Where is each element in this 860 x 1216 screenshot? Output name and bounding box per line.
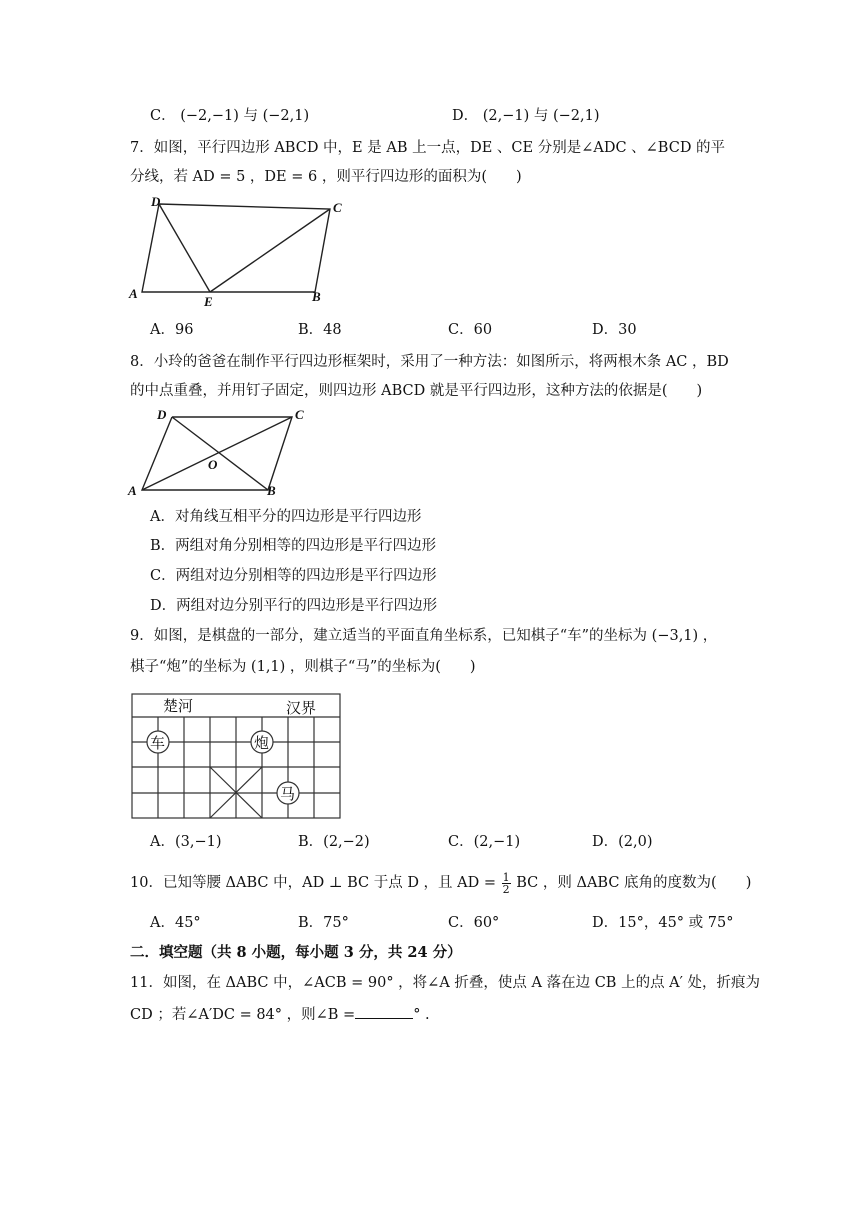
q8-option-b — [150, 536, 436, 556]
option-label: D． — [592, 322, 619, 338]
option-text: 96 — [174, 322, 194, 338]
option-label: B． — [150, 538, 176, 554]
q8-label-d: D — [157, 407, 167, 422]
option-text: (2,−2) — [323, 834, 370, 850]
q10-fraction-half — [502, 872, 511, 895]
option-text: 15°，45° 或 75° — [618, 915, 734, 931]
q7-segment-de — [159, 204, 210, 292]
q8-option-c — [150, 566, 437, 586]
q8-label-a: A — [128, 483, 137, 498]
option-label: A． — [150, 834, 175, 850]
q10-option-c — [448, 913, 499, 933]
option-label: C． — [150, 568, 176, 584]
q9-chessboard-figure — [128, 690, 344, 822]
option-text: (2,−1) 与 (−2,1) — [482, 108, 600, 124]
section-2-title: 二．填空题（共 8 小题，每小题 3 分，共 24 分） — [130, 944, 462, 961]
q7-label-e: E — [204, 294, 213, 309]
option-label: D． — [592, 834, 619, 850]
q10-option-b — [298, 913, 349, 933]
option-text: 两组对边分别平行的四边形是平行四边形 — [176, 598, 438, 614]
q6-option-c — [150, 106, 309, 126]
q9-piece-ma-label: 马 — [280, 785, 296, 803]
q7-label-d: D — [151, 195, 161, 209]
q9-option-c — [448, 832, 520, 852]
option-label: C． — [448, 915, 474, 931]
q10-frac-num: 1 — [502, 870, 510, 884]
q11-stem-line2 — [130, 1004, 430, 1025]
option-label: B． — [298, 834, 324, 850]
option-text: 45° — [174, 915, 201, 931]
q10-option-d — [592, 913, 733, 933]
q11-stem-line2-a: CD ；若∠A′DC = 84° ，则∠B = — [130, 1007, 356, 1023]
q7-stem-line2: 分线，若 AD = 5 ，DE = 6 ，则平行四边形的面积为( ) — [130, 169, 522, 185]
q10-stem-a: 10．已知等腰 ΔABC 中，AD ⊥ BC 于点 D ，且 AD = — [130, 875, 497, 891]
q7-option-b — [298, 320, 342, 340]
option-text: 48 — [323, 322, 342, 338]
q9-stem-line2: 棋子“炮”的坐标为 (1,1) ，则棋子“马”的坐标为( ) — [130, 659, 476, 675]
q8-diagonal-ac — [142, 417, 292, 490]
q11-answer-blank[interactable] — [355, 1004, 413, 1019]
option-label: B． — [298, 915, 324, 931]
option-text: 30 — [618, 322, 637, 338]
q8-option-d — [150, 596, 437, 616]
q8-label-c: C — [295, 407, 304, 422]
option-text: 对角线互相平分的四边形是平行四边形 — [174, 509, 422, 525]
option-label: C． — [150, 108, 176, 124]
q7-segment-ce — [210, 209, 330, 292]
option-label: D． — [592, 915, 619, 931]
q9-option-d — [592, 832, 653, 852]
option-label: D． — [452, 108, 479, 124]
q6-option-d — [452, 106, 600, 126]
q10-stem-b: BC ，则 ΔABC 底角的度数为( ) — [516, 875, 752, 891]
option-label: B． — [298, 322, 324, 338]
option-label: C． — [448, 834, 474, 850]
option-text: 60° — [473, 915, 500, 931]
q9-option-b — [298, 832, 370, 852]
option-text: (−2,−1) 与 (−2,1) — [180, 108, 310, 124]
q7-label-c: C — [333, 200, 342, 215]
q7-edge-abcd — [142, 204, 330, 292]
q7-label-b: B — [312, 289, 321, 304]
q8-diagonal-bd — [172, 417, 268, 490]
q7-option-c — [448, 320, 492, 340]
option-label: C． — [448, 322, 474, 338]
q7-option-d — [592, 320, 637, 340]
option-text: 75° — [323, 915, 349, 931]
option-label: A． — [150, 322, 175, 338]
option-text: (2,0) — [618, 834, 653, 850]
q9-option-a — [150, 832, 222, 852]
option-text: (3,−1) — [174, 834, 222, 850]
option-text: 两组对边分别相等的四边形是平行四边形 — [175, 568, 437, 584]
option-label: D． — [150, 598, 177, 614]
q9-river-right: 汉界 — [286, 699, 317, 717]
q9-river-left: 楚河 — [163, 697, 194, 715]
q8-stem-line1: 8．小玲的爸爸在制作平行四边形框架时，采用了一种方法：如图所示，将两根木条 AC ，BD — [130, 354, 729, 370]
q8-label-o: O — [208, 457, 218, 472]
q11-stem-line2-b: ° . — [413, 1007, 430, 1023]
option-text: 60 — [473, 322, 493, 338]
q9-piece-che-label: 车 — [150, 734, 166, 752]
q7-option-a — [150, 320, 193, 340]
q9-piece-pao-label: 炮 — [254, 734, 270, 752]
q10-option-a — [150, 913, 201, 933]
q7-stem-line1: 7．如图，平行四边形 ABCD 中，E 是 AB 上一点，DE 、CE 分别是∠ADC 、∠BCD 的平 — [130, 140, 726, 156]
q10-stem — [130, 870, 751, 896]
q8-stem-line2: 的中点重叠，并用钉子固定，则四边形 ABCD 就是平行四边形，这种方法的依据是( ) — [130, 383, 703, 399]
option-text: 两组对角分别相等的四边形是平行四边形 — [175, 538, 437, 554]
q8-figure-parallelogram — [125, 405, 325, 500]
q8-label-b: B — [267, 483, 276, 498]
q11-stem-line1: 11．如图，在 ΔABC 中，∠ACB = 90° ，将∠A 折叠，使点 A 落在边 CB 上的点 A′ 处，折痕为 — [130, 975, 761, 991]
q7-label-a: A — [129, 286, 138, 301]
q8-option-a — [150, 507, 421, 527]
q10-frac-den: 2 — [502, 882, 510, 896]
q7-figure-parallelogram — [125, 195, 355, 310]
q9-stem-line1: 9．如图，是棋盘的一部分，建立适当的平面直角坐标系，已知棋子“车”的坐标为 (−3,1) ， — [130, 628, 718, 644]
option-label: A． — [150, 915, 175, 931]
option-text: (2,−1) — [473, 834, 521, 850]
option-label: A． — [150, 509, 175, 525]
